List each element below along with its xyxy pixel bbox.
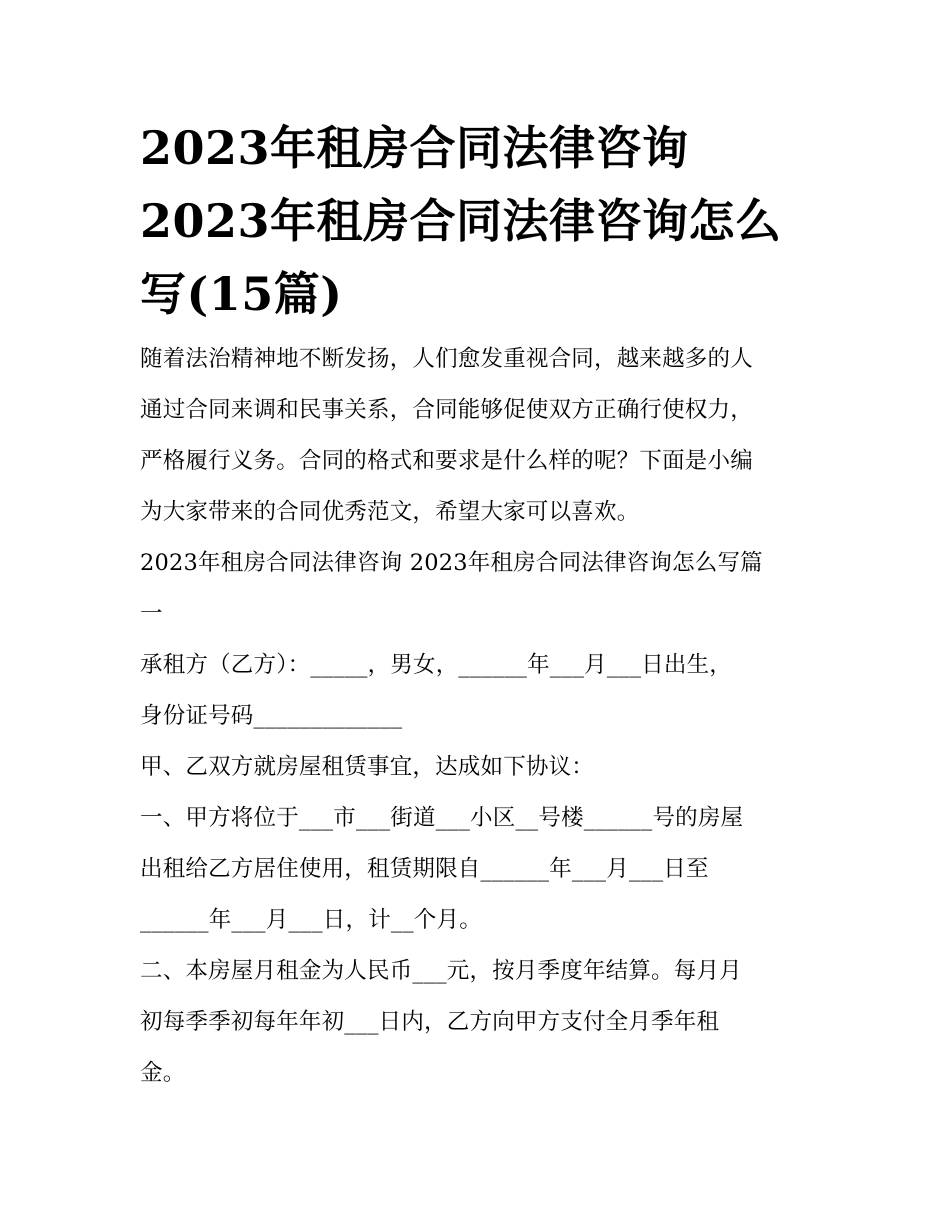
document-title xyxy=(140,112,830,331)
text-line: 初每季季初每年年初___日内，乙方向甲方支付全月季年租 xyxy=(140,1009,720,1035)
document-page xyxy=(140,112,830,1099)
text-line: 身份证号码_____________ xyxy=(140,703,403,729)
text-line: 通过合同来调和民事关系，合同能够促使双方正确行使权力， xyxy=(140,397,753,423)
agreement-intro-paragraph xyxy=(140,742,830,793)
text-line: 出租给乙方居住使用，租赁期限自______年___月___日至 xyxy=(140,856,709,882)
title-line: 写(15篇) xyxy=(140,267,343,321)
document-body xyxy=(140,334,830,1099)
lessee-paragraph xyxy=(140,640,830,742)
clause-2-paragraph xyxy=(140,946,830,1099)
text-line: 严格履行义务。合同的格式和要求是什么样的呢？下面是小编 xyxy=(140,448,753,474)
text-line: 甲、乙双方就房屋租赁事宜，达成如下协议： xyxy=(140,754,595,780)
title-line: 2023年租房合同法律咨询 xyxy=(140,121,689,175)
text-line: 随着法治精神地不断发扬，人们愈发重视合同，越来越多的人 xyxy=(140,346,753,372)
text-line: 承租方（乙方）：_____，男女，______年___月___日出生， xyxy=(140,652,733,678)
text-line: 一 xyxy=(140,601,163,627)
clause-1-paragraph xyxy=(140,793,830,946)
text-line: ______年___月___日，计__个月。 xyxy=(140,907,482,933)
text-line: 2023年租房合同法律咨询 2023年租房合同法律咨询怎么写篇 xyxy=(140,550,763,576)
text-line: 金。 xyxy=(140,1060,186,1086)
text-line: 二、本房屋月租金为人民币___元，按月季度年结算。每月月 xyxy=(140,958,742,984)
intro-paragraph xyxy=(140,334,830,538)
section-heading-paragraph xyxy=(140,538,830,640)
title-line: 2023年租房合同法律咨询怎么 xyxy=(140,194,782,248)
text-line: 为大家带来的合同优秀范文，希望大家可以喜欢。 xyxy=(140,499,640,525)
text-line: 一、甲方将位于___市___街道___小区__号楼______号的房屋 xyxy=(140,805,744,831)
